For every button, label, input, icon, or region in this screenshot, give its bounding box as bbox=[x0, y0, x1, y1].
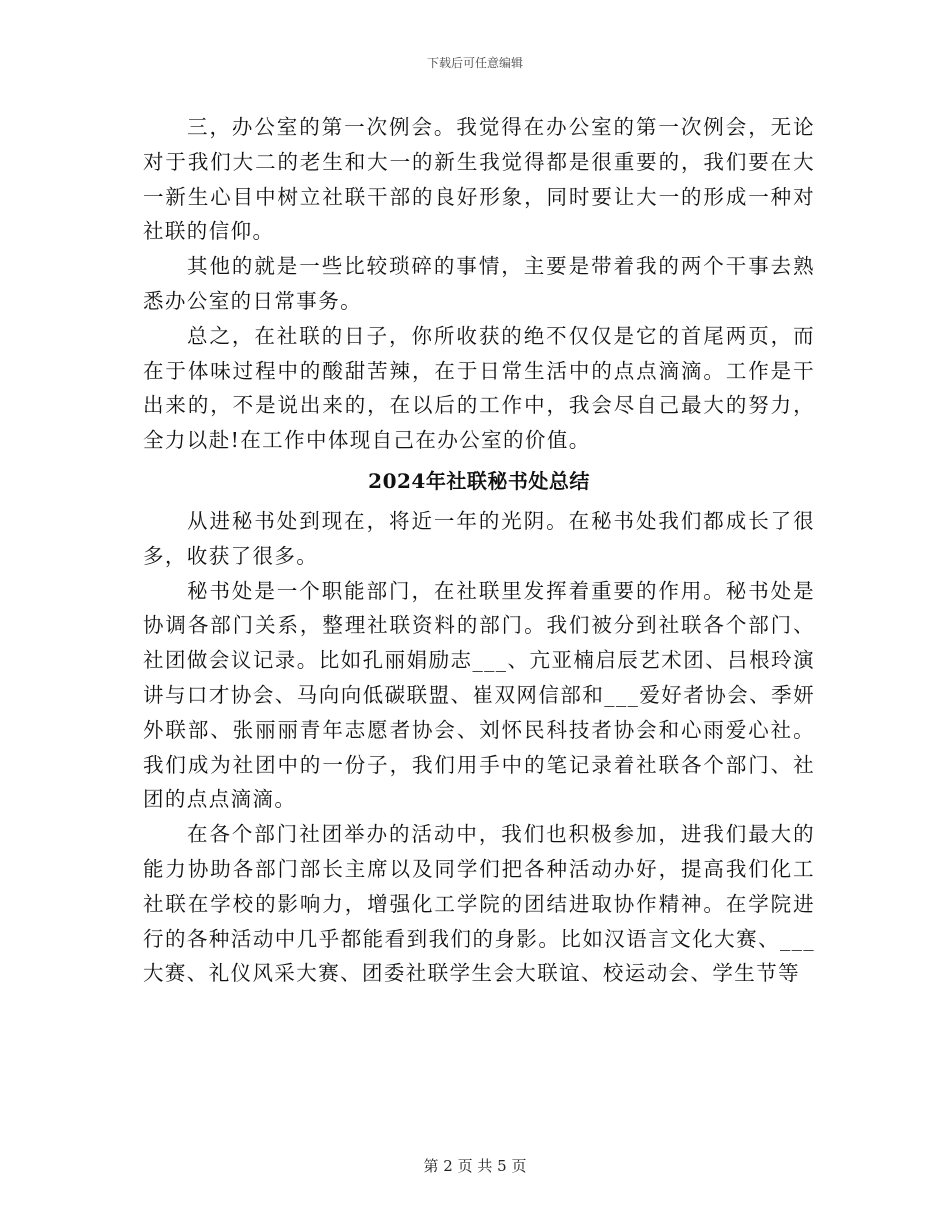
paragraph-first-meeting: 三，办公室的第一次例会。我觉得在办公室的第一次例会，无论对于我们大二的老生和大一的新生我觉得都是很重要的，我们要在大一新生心目中树立社联干部的良好形象，同时要让大一的形成一种对社联的信仰。 bbox=[143, 115, 815, 244]
paragraph-conclusion: 总之，在社联的日子，你所收获的绝不仅仅是它的首尾两页，而在于体味过程中的酸甜苦辣，在于日常生活中的点点滴滴。工作是干出来的，不是说出来的，在以后的工作中，我会尽自己最大的努力，全力以赴!在工作中体现自己在办公室的价值。 bbox=[143, 323, 815, 453]
document-body bbox=[143, 110, 815, 991]
paragraph-activities: 在各个部门社团举办的活动中，我们也积极参加，进我们最大的能力协助各部门部长主席以及同学们把各种活动办好，提高我们化工社联在学校的影响力，增强化工学院的团结进取协作精神。在学院进行的各种活动中几乎都能看到我们的身影。比如汉语言文化大赛、___大赛、礼仪风采大赛、团委社联学生会大联谊、校运动会、学生节等 bbox=[143, 822, 815, 986]
page-header-note: 下载后可任意编辑 bbox=[426, 56, 523, 70]
page-number: 第 2 页 共 5 页 bbox=[423, 1157, 527, 1175]
paragraph-department-role: 秘书处是一个职能部门，在社联里发挥着重要的作用。秘书处是协调各部门关系，整理社联资料的部门。我们被分到社联各个部门、社团做会议记录。比如孔丽娟励志___、亢亚楠启辰艺术团、吕根玲演讲与口才协会、马向向低碳联盟、崔双网信部和___爱好者协会、季妍外联部、张丽丽青年志愿者协会、刘怀民科技者协会和心雨爱心社。我们成为社团中的一份子，我们用手中的笔记录着社联各个部门、社团的点点滴滴。 bbox=[143, 578, 815, 812]
section-title: 2024年社联秘书处总结 bbox=[368, 468, 590, 493]
paragraph-intro: 从进秘书处到现在，将近一年的光阴。在秘书处我们都成长了很多，收获了很多。 bbox=[143, 508, 815, 568]
paragraph-trivial-matters: 其他的就是一些比较琐碎的事情，主要是带着我的两个干事去熟悉办公室的日常事务。 bbox=[143, 254, 815, 313]
